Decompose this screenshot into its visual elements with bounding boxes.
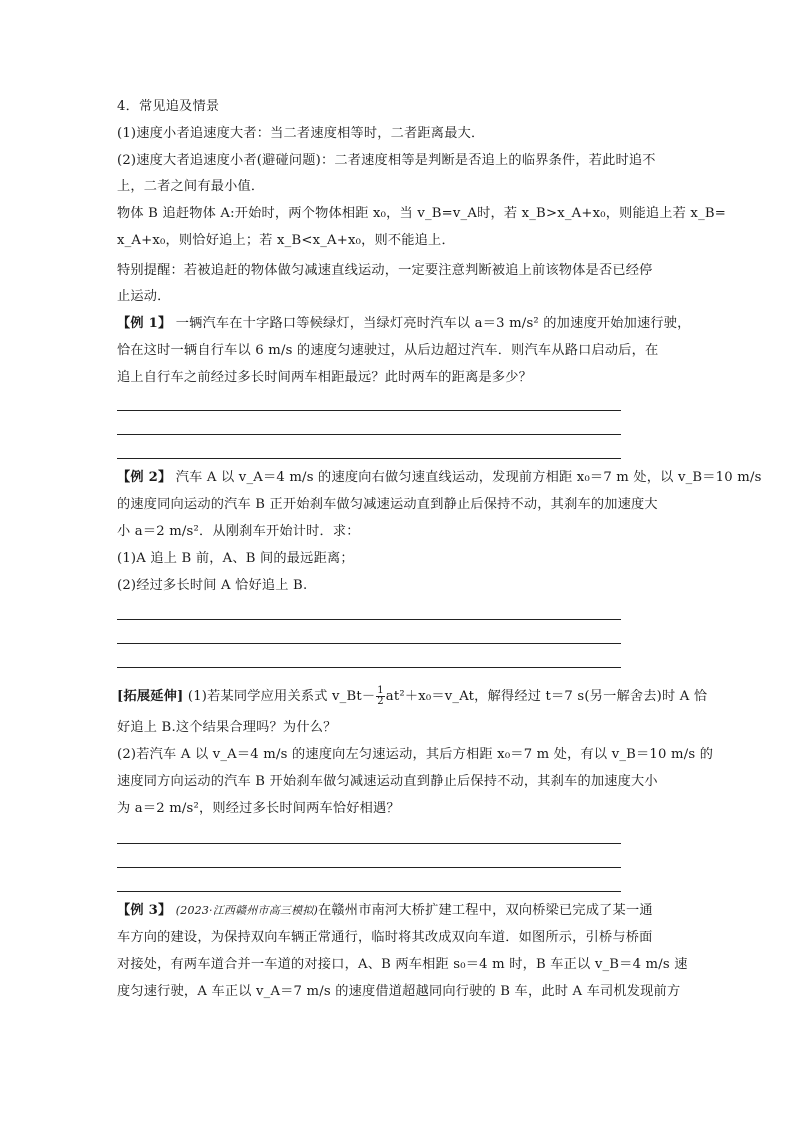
example3-text-1: 在赣州市南河大桥扩建工程中，双向桥梁已完成了某一通 xyxy=(318,903,653,918)
extension-part2-line-2: 速度同方向运动的汽车 B 开始刹车做匀减速运动直到静止后保持不动，其刹车的加速度大小 xyxy=(117,774,658,789)
answer-line xyxy=(117,410,621,411)
example2-line-3: 小 a＝2 m/s²．从刚刹车开始计时．求： xyxy=(117,524,360,539)
extension-part2-line-3: 为 a＝2 m/s²，则经过多长时间两车恰好相遇？ xyxy=(117,801,400,816)
example2-line-1 xyxy=(117,468,762,487)
extension-part2-line-1: (2)若汽车 A 以 v_A＝4 m/s 的速度向左匀速运动，其后方相距 x₀＝7 m 处，有以 v_B＝10 m/s 的 xyxy=(117,747,714,762)
answer-line xyxy=(117,891,621,892)
fraction-one-half xyxy=(376,686,385,707)
answer-line xyxy=(117,458,621,459)
extension-line-1 xyxy=(117,685,708,707)
extension-tag: [拓展延伸] xyxy=(117,689,184,704)
answer-line xyxy=(117,843,621,844)
example3-line-1 xyxy=(117,901,687,920)
example2-tag: 【例 2】 xyxy=(117,470,172,485)
example3-line-4: 度匀速行驶，A 车正以 v_A＝7 m/s 的速度借道超越同向行驶的 B 车，此时 A 车司机发现前方 xyxy=(117,984,681,999)
example3-line-3: 对接处，有两车道合并一车道的对接口，A、B 两车相距 s₀＝4 m 时，B 车正以 v_B＝4 m/s 速 xyxy=(117,957,688,972)
answer-line xyxy=(117,643,621,644)
example2-line-2: 的速度同向运动的汽车 B 正开始刹车做匀减速运动直到静止后保持不动，其刹车的加速度大 xyxy=(117,497,658,512)
case-1: (1)速度小者追速度大者：当二者速度相等时，二者距离最大． xyxy=(117,126,485,141)
example2-text-1: 汽车 A 以 v_A＝4 m/s 的速度向右做匀速直线运动，发现前方相距 x₀＝7 m 处，以 v_B＝10 m/s xyxy=(175,470,762,485)
case-2-line-1: (2)速度大者追速度小者(避碰问题)：二者速度相等是判断是否追上的临界条件，若此时追不 xyxy=(117,153,656,168)
extension-text-pre: (1)若某同学应用关系式 v_Bt－ xyxy=(187,689,376,704)
tip-line-1: 特别提醒：若被追赶的物体做匀减速直线运动，一定要注意判断被追上前该物体是否已经停 xyxy=(117,263,653,278)
fraction-denominator: 2 xyxy=(377,696,384,707)
example1-line-2: 恰在这时一辆自行车以 6 m/s 的速度匀速驶过，从后边超过汽车．则汽车从路口启动后，在 xyxy=(117,343,659,358)
section-heading: 4．常见追及情景 xyxy=(117,99,220,114)
answer-line xyxy=(117,867,621,868)
condition-line-2: x_A+x₀，则恰好追上；若 x_B<x_A+x₀，则不能追上． xyxy=(117,233,455,248)
example2-question-2: (2)经过多长时间 A 恰好追上 B. xyxy=(117,578,308,593)
extension-line-2: 好追上 B.这个结果合理吗？为什么？ xyxy=(117,720,337,735)
tip-line-2: 止运动． xyxy=(117,289,171,304)
answer-line xyxy=(117,667,621,668)
case-2-line-2: 上，二者之间有最小值． xyxy=(117,179,265,194)
example1-line-3: 追上自行车之前经过多长时间两车相距最远？此时两车的距离是多少？ xyxy=(117,370,533,385)
condition-line-1: 物体 B 追赶物体 A:开始时，两个物体相距 x₀，当 v_B=v_A时，若 x_B>x_A+x₀，则能追上若 x_B= xyxy=(117,206,727,221)
answer-line xyxy=(117,434,621,435)
example3-tag: 【例 3】 xyxy=(117,903,172,918)
example2-question-1: (1)A 追上 B 前，A、B 间的最远距离； xyxy=(117,551,354,566)
example1-line-1 xyxy=(117,314,691,333)
example3-source: (2023·江西赣州市高三模拟) xyxy=(175,904,319,917)
example3-line-2: 车方向的建设，为保持双向车辆正常通行，临时将其改成双向车道．如图所示，引桥与桥面 xyxy=(117,930,653,945)
example1-text-1: 一辆汽车在十字路口等候绿灯，当绿灯亮时汽车以 a＝3 m/s² 的加速度开始加速行驶， xyxy=(175,316,691,331)
extension-text-post: at²＋x₀＝v_At，解得经过 t＝7 s(另一解舍去)时 A 恰 xyxy=(385,689,708,704)
example1-tag: 【例 1】 xyxy=(117,316,172,331)
fraction-numerator: 1 xyxy=(377,685,384,696)
answer-line xyxy=(117,619,621,620)
